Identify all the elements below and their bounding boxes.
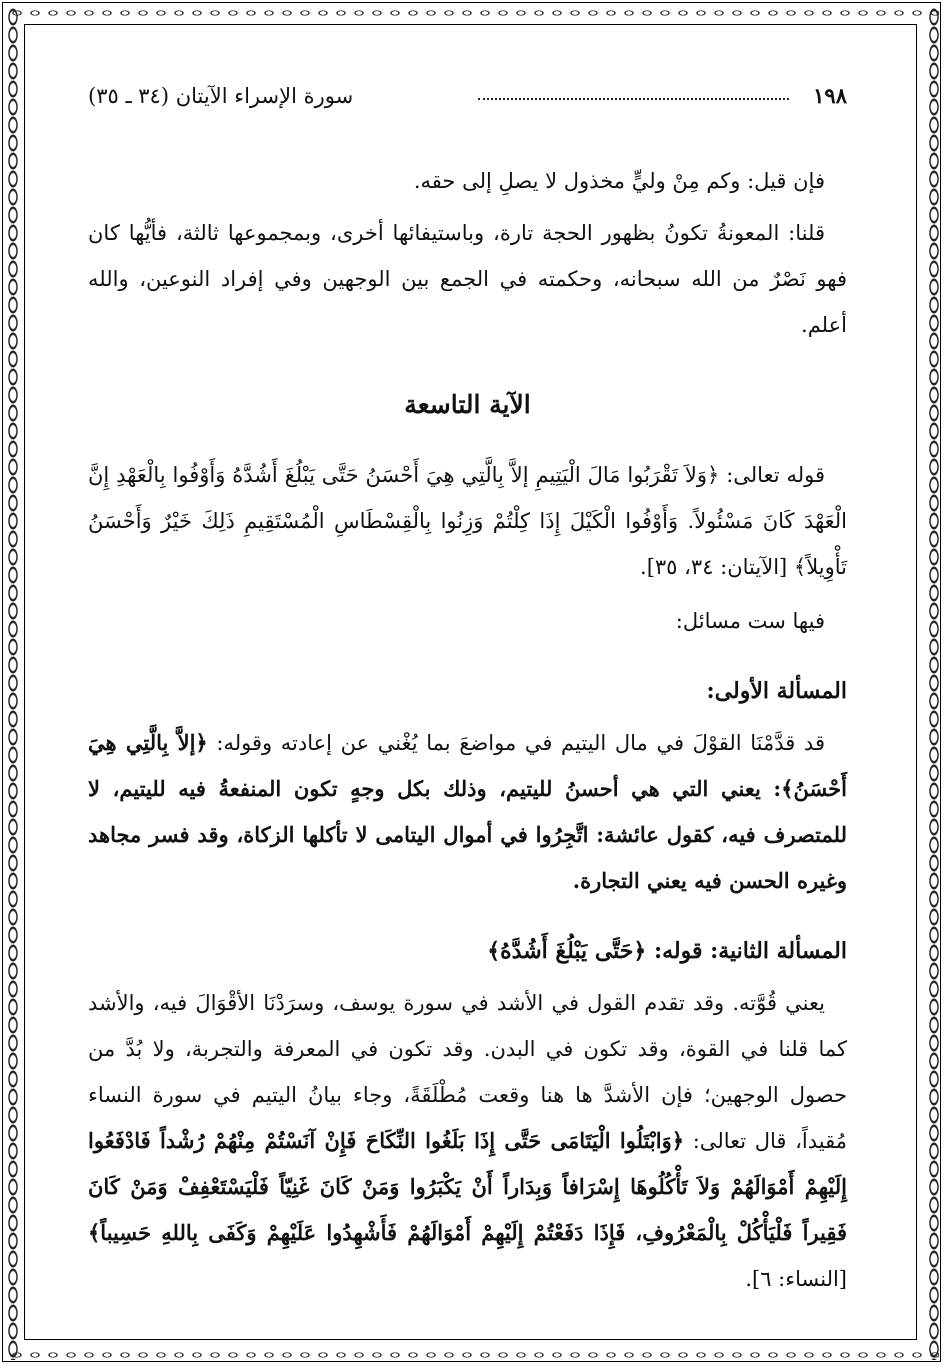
ayah-paragraph bbox=[88, 452, 847, 590]
issue2-paragraph bbox=[88, 980, 847, 1302]
top-chain-border bbox=[8, 6, 939, 20]
issue2-heading bbox=[88, 928, 847, 974]
page-content bbox=[88, 76, 847, 1302]
running-title: سورة الإسراء الآيتان (٣٤ ـ ٣٥) bbox=[88, 84, 354, 108]
page-header bbox=[88, 76, 847, 116]
ayah-reference: [الآيتان: ٣٤، ٣٥]. bbox=[640, 555, 794, 579]
header-dot-leader bbox=[478, 98, 789, 100]
issue1-text-a: قد قدَّمْنَا القوْلَ في مال اليتيم في مواضعَ بما يُغْني عن إعادته وقوله: bbox=[207, 731, 825, 755]
issue1-paragraph bbox=[88, 720, 847, 904]
issue2-heading-label: المسألة الثانية: قوله: bbox=[646, 938, 847, 964]
bottom-chain-border bbox=[8, 1348, 939, 1362]
left-chain-border bbox=[6, 8, 20, 1360]
ayah-text: ﴿وَلاَ تَقْرَبُوا مَالَ الْيَتِيمِ إلاَّ بِالَّتِي هِيَ أَحْسَنُ حَتَّى يَبْلُغَ أَشُدَّهُ وَأَوْفُوا بِالْعَهْدِ إِنَّ الْعَهْدَ كَانَ مَسْئُولاً. وَأَوْفُوا الْكَيْلَ إِذَا كِلْتُمْ وَزِنُوا بِالْقِسْطَاسِ الْمُسْتَقِيمِ ذَلِكَ خَيْرٌ وَأَحْسَنُ تَأْوِيلاً﴾ bbox=[88, 463, 847, 579]
paragraph-objection: فإن قيل: وكم مِنْ وليٍّ مخذول لا يصلِ إلى حقه. bbox=[413, 169, 825, 193]
issues-count: فيها ست مسائل: bbox=[675, 609, 825, 633]
issue2-text-a: يعني قُوَّته. وقد تقدم القول في الأشد في سورة يوسف، وسرَدْنَا الأقْوَالَ فيه، والأشد كما قلنا في القوة، وقد تكون في البدن. وقد تكون في المعرفة والتجربة، ولا بُدَّ من حصول الوجهين؛ فإن الأشدَّ ها هنا وقعت مُطْلَقَةً، وجاء بيانُ اليتيم في سورة النساء مُقيداً، قال تعالى: bbox=[88, 991, 848, 1153]
paragraph-reply: قلنا: المعونةُ تكونُ بظهور الحجة تارة، وباستيفائها أخرى، وبمجموعها ثالثة، فأيُّها كان فهو نَصْرٌ من الله سبحانه، وحكمته في الجمع بين الوجهين وفي إفراد النوعين، والله أعلم. bbox=[88, 221, 847, 337]
issue2-quote: ﴿وَابْتَلُوا الْيَتَامَى حَتَّى إِذَا بَلَغُوا النِّكَاحَ فَإِنْ آنَسْتُمْ مِنْهُمْ رُشْداً فَادْفَعُوا إِلَيْهِمْ أَمْوَالَهُمْ وَلاَ تَأْكُلُوهَا إِسْرَافاً وَبِدَاراً أَنْ يَكْبَرُوا وَمَنْ كَانَ غَنِيّاً فَلْيَسْتَعْفِفْ وَمَنْ كَانَ فَقِيراً فَلْيَأْكُلْ بِالْمَعْرُوفِ، فَإِذَا دَفَعْتُمْ إِلَيْهِمْ أَمْوَالَهُمْ فَأَشْهِدُوا عَلَيْهِمْ وَكَفَى بِاللهِ حَسِيباً﴾ bbox=[88, 1128, 847, 1245]
right-chain-border bbox=[927, 8, 941, 1360]
issue1-heading: المسألة الأولى: bbox=[706, 678, 847, 704]
issue1-text-b: : يعني التي هي أحسنُ لليتيم، وذلك بكل وجهٍ تكون المنفعةُ فيه لليتيم، لا للمتصرف فيه، كقول عائشة: اتَّجِرُوا في أموال اليتامى لا تأكلها الزكاة، وقد فسر مجاهد وغيره الحسن فيه يعني التجارة. bbox=[88, 776, 847, 893]
section-heading: الآية التاسعة bbox=[404, 390, 531, 419]
ayah-intro: قوله تعالى: bbox=[719, 463, 825, 487]
issue1-quote: ﴿إلاَّ بِالَّتِي هِيَ أَحْسَنُ﴾ bbox=[88, 730, 847, 801]
page-number: ١٩٨ bbox=[813, 83, 847, 108]
issue2-reference: [النساء: ٦]. bbox=[745, 1267, 847, 1291]
issue2-heading-quote: ﴿حَتَّى يَبْلُغَ أَشُدَّهُ﴾ bbox=[487, 938, 647, 964]
